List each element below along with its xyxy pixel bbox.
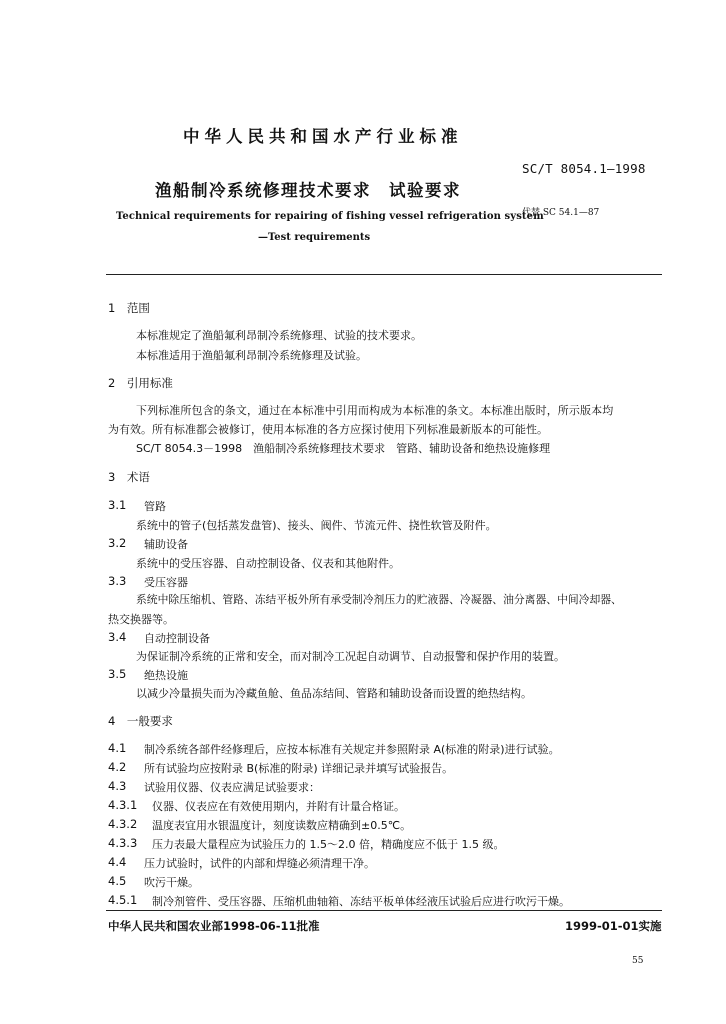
term-3-4-number: 3.4 [108, 630, 127, 644]
item-4-3-3-number: 4.3.3 [108, 836, 138, 850]
term-3-5-title: 绝热设施 [144, 669, 188, 682]
footer-divider [106, 910, 662, 911]
item-4-2-number: 4.2 [108, 760, 127, 774]
term-3-5-number: 3.5 [108, 667, 127, 681]
term-3-2-number: 3.2 [108, 536, 127, 550]
term-3-3-number: 3.3 [108, 574, 127, 588]
term-3-5-definition: 以减少冷量损失而为冷藏鱼舱、鱼品冻结间、管路和辅助设备而设置的绝热结构。 [136, 687, 532, 700]
term-3-3-title: 受压容器 [144, 576, 188, 589]
standard-code: SC/T 8054.1—1998 [522, 161, 646, 176]
item-4-5-number: 4.5 [108, 874, 127, 888]
item-4-3-2-text: 温度表宜用水银温度计，刻度读数应精确到±0.5℃。 [152, 819, 412, 832]
item-4-1-number: 4.1 [108, 741, 127, 755]
item-4-5-1-number: 4.5.1 [108, 893, 138, 907]
item-4-3-3-text: 压力表最大量程应为试验压力的 1.5～2.0 倍，精确度应不低于 1.5 级。 [152, 838, 505, 851]
term-3-3-definition-line2: 热交换器等。 [108, 613, 174, 626]
item-4-4-text: 压力试验时，试件的内部和焊缝必须清理干净。 [144, 857, 375, 870]
page-number: 55 [632, 956, 644, 966]
effective-date: 1999-01-01实施 [565, 919, 662, 933]
term-3-1-number: 3.1 [108, 498, 127, 512]
item-4-1-text: 制冷系统各部件经修理后，应按本标准有关规定并参照附录 A(标准的附录)进行试验。 [144, 743, 560, 756]
term-3-3-definition-line1: 系统中除压缩机、管路、冻结平板外所有承受制冷剂压力的贮液器、冷凝器、油分离器、中间冷却器、 [136, 593, 622, 606]
term-3-1-definition: 系统中的管子(包括蒸发盘管)、接头、阀件、节流元件、挠性软管及附件。 [136, 519, 497, 532]
section-1-p1: 本标准规定了渔船氟利昂制冷系统修理、试验的技术要求。 [136, 329, 422, 342]
term-3-4-definition: 为保证制冷系统的正常和安全，而对制冷工况起自动调节、自动报警和保护作用的装置。 [136, 650, 565, 663]
approval-line: 中华人民共和国农业部1998-06-11批准 [108, 919, 320, 933]
replaces-note: 代替 SC 54.1—87 [522, 208, 600, 218]
term-3-2-definition: 系统中的受压容器、自动控制设备、仪表和其他附件。 [136, 557, 400, 570]
section-4-heading: 4 一般要求 [108, 714, 173, 728]
section-2-reference: SC/T 8054.3－1998 渔船制冷系统修理技术要求 管路、辅助设备和绝热设施修理 [136, 442, 551, 455]
term-3-4-title: 自动控制设备 [144, 632, 210, 645]
header-divider [106, 274, 662, 275]
item-4-3-text: 试验用仪器、仪表应满足试验要求： [144, 781, 320, 794]
item-4-3-number: 4.3 [108, 779, 127, 793]
section-2-heading: 2 引用标准 [108, 376, 173, 390]
title-cn: 渔船制冷系统修理技术要求 试验要求 [155, 181, 461, 200]
title-en-line2: —Test requirements [258, 232, 371, 243]
item-4-3-2-number: 4.3.2 [108, 817, 138, 831]
title-en-line1: Technical requirements for repairing of fishing vessel refrigeration system [116, 211, 544, 222]
section-2-p1-line1: 下列标准所包含的条文，通过在本标准中引用而构成为本标准的条文。本标准出版时，所示版本均 [136, 404, 614, 417]
org-title: 中华人民共和国水产行业标准 [183, 127, 463, 146]
section-3-heading: 3 术语 [108, 470, 150, 484]
section-1-p2: 本标准适用于渔船氟利昂制冷系统修理及试验。 [136, 349, 367, 362]
section-1-heading: 1 范围 [108, 301, 150, 315]
item-4-5-1-text: 制冷剂管件、受压容器、压缩机曲轴箱、冻结平板单体经液压试验后应进行吹污干燥。 [152, 895, 570, 908]
item-4-2-text: 所有试验均应按附录 B(标准的附录) 详细记录并填写试验报告。 [144, 762, 454, 775]
item-4-3-1-text: 仪器、仪表应在有效使用期内，并附有计量合格证。 [152, 800, 405, 813]
item-4-3-1-number: 4.3.1 [108, 798, 138, 812]
item-4-5-text: 吹污干燥。 [144, 876, 199, 889]
term-3-2-title: 辅助设备 [144, 538, 188, 551]
item-4-4-number: 4.4 [108, 855, 127, 869]
section-2-p1-line2: 为有效。所有标准都会被修订，使用本标准的各方应探讨使用下列标准最新版本的可能性。 [108, 423, 548, 436]
term-3-1-title: 管路 [144, 500, 166, 513]
